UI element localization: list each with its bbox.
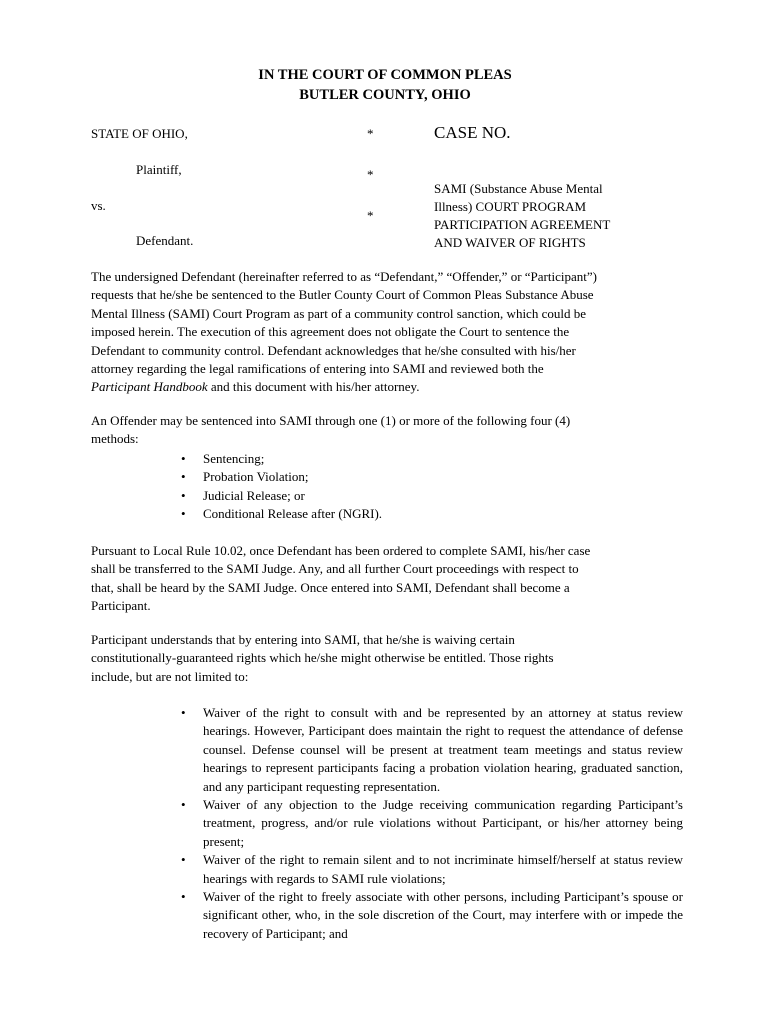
caption-separator-1: * xyxy=(367,126,374,141)
text-line: Mental Illness (SAMI) Court Program as part of a community control sanction, which could be xyxy=(91,305,586,321)
list-item: • Probation Violation; xyxy=(178,468,382,486)
list-item: • Waiver of any objection to the Judge receiving communication regarding Participant’s treatment, progress, and/or rule violations without Participant, or his/her attorney being present; xyxy=(178,796,683,851)
text-line: An Offender may be sentenced into SAMI through one (1) or more of the following four (4) xyxy=(91,413,571,428)
text-line: requests that he/she be sentenced to the Butler County Court of Common Pleas Substance Abuse xyxy=(91,287,594,303)
text-line: The undersigned Defendant (hereinafter referred to as “Defendant,” “Offender,” or “Participant”) xyxy=(91,269,597,284)
document-title-line: Illness) COURT PROGRAM xyxy=(434,199,587,214)
handbook-title: Participant Handbook xyxy=(91,379,208,395)
waivers-list xyxy=(178,704,683,943)
text-line: Participant understands that by entering into SAMI, that he/she is waiving certain xyxy=(91,632,515,647)
document-title xyxy=(434,180,664,252)
state-of-ohio: STATE OF OHIO, xyxy=(91,126,188,141)
list-item: • Waiver of the right to freely associate with other persons, including Participant’s spouse or significant other, who, in the sole discretion of the Court, may interfere with or impede the recovery of Participant; and xyxy=(178,888,683,943)
rights-paragraph xyxy=(91,631,691,686)
sentencing-methods-list xyxy=(178,450,382,524)
document-title-line: PARTICIPATION AGREEMENT xyxy=(434,217,611,232)
text-line xyxy=(91,378,691,396)
intro-paragraph xyxy=(91,268,691,397)
court-heading-line2: BUTLER COUNTY, OHIO xyxy=(299,86,471,103)
transfer-paragraph xyxy=(91,542,691,616)
list-item: • Waiver of the right to consult with and be represented by an attorney at status review hearings. However, Participant does maintain the right to request the attendance of defense counsel. Defense counsel will be present at treatment team meetings and status review hearings to represent participants facing a probation violation hearing, graduated sanction, and any participant requesting representation. xyxy=(178,704,683,796)
list-item: • Conditional Release after (NGRI). xyxy=(178,505,382,523)
text-line: Defendant to community control. Defendant acknowledges that he/she consulted with his/her xyxy=(91,342,576,358)
list-item: • Judicial Release; or xyxy=(178,487,382,505)
document-title-line: AND WAIVER OF RIGHTS xyxy=(434,235,586,250)
list-item: • Sentencing; xyxy=(178,450,382,468)
list-item: • Waiver of the right to remain silent and to not incriminate himself/herself at status review hearings with regards to SAMI rule violations; xyxy=(178,851,683,888)
methods-paragraph xyxy=(91,412,691,449)
text-line: that, shall be heard by the SAMI Judge. Once entered into SAMI, Defendant shall become a xyxy=(91,579,570,595)
defendant-label: Defendant. xyxy=(136,233,194,248)
text-line: Pursuant to Local Rule 10.02, once Defendant has been ordered to complete SAMI, his/her case xyxy=(91,543,591,558)
versus-label: vs. xyxy=(91,198,106,213)
caption-separator-3: * xyxy=(367,208,374,223)
text-line: constitutionally-guaranteed rights which he/she might otherwise be entitled. Those rights xyxy=(91,650,554,666)
caption-separator-2: * xyxy=(367,167,374,182)
text-line: Participant. xyxy=(91,598,151,614)
text-line: shall be transferred to the SAMI Judge. Any, and all further Court proceedings with respect to xyxy=(91,561,579,577)
text-fragment: and this document with his/her attorney. xyxy=(207,379,420,395)
text-line: attorney regarding the legal ramifications of entering into SAMI and reviewed both the xyxy=(91,361,544,377)
case-number-label: CASE NO. xyxy=(434,123,511,142)
text-line: imposed herein. The execution of this agreement does not obligate the Court to sentence the xyxy=(91,324,570,340)
plaintiff-label: Plaintiff, xyxy=(136,162,182,177)
case-caption xyxy=(0,0,770,260)
document-title-line: SAMI (Substance Abuse Mental xyxy=(434,181,603,196)
text-line: include, but are not limited to: xyxy=(91,668,249,684)
court-heading-line1: IN THE COURT OF COMMON PLEAS xyxy=(258,67,512,83)
text-line: methods: xyxy=(91,431,139,447)
